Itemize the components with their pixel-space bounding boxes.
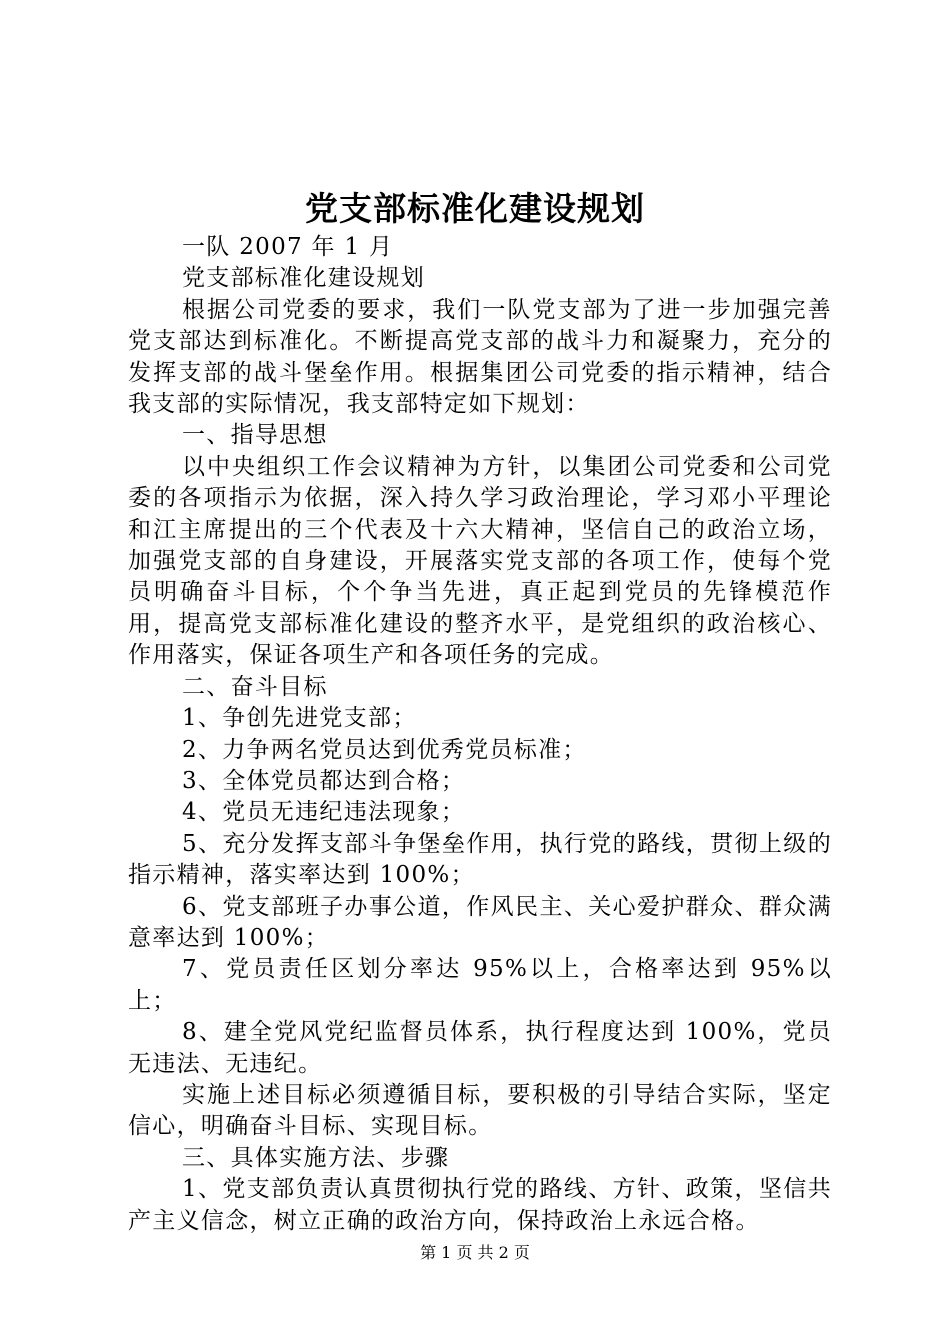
goal-item: 4、党员无违纪违法现象；: [182, 799, 466, 826]
goal-item: 3、全体党员都达到合格；: [182, 767, 466, 794]
goal-item: 2、力争两名党员达到优秀党员标准；: [182, 736, 587, 763]
document-body: [128, 232, 832, 1237]
document-title: 党支部标准化建设规划: [305, 189, 645, 228]
goal-item: 7、党员责任区划分率达 95%以上，合格率达到 95%以上；: [128, 956, 832, 1014]
section-heading-goals: 二、奋斗目标: [182, 673, 328, 700]
goal-item: 1、争创先进党支部；: [182, 705, 417, 732]
paragraph-goals-summary: 实施上述目标必须遵循目标，要积极的引导结合实际，坚定信心，明确奋斗目标、实现目标。: [128, 1081, 832, 1140]
goal-item: 6、党支部班子办事公道，作风民主、关心爱护群众、群众满意率达到 100%；: [128, 893, 832, 951]
goal-item: 5、充分发挥支部斗争堡垒作用，执行党的路线，贯彻上级的指示精神，落实率达到 100%；: [128, 830, 832, 889]
goal-item: 8、建全党风党纪监督员体系，执行程度达到 100%，党员无违法、无违纪。: [128, 1019, 832, 1077]
paragraph-guiding-ideology: 以中央组织工作会议精神为方针，以集团公司党委和公司党委的各项指示为依据，深入持久学习政治理论，学习邓小平理论和江主席提出的三个代表及十六大精神，坚信自己的政治立场，加强党支部的自身建设，开展落实党支部的各项工作，使每个党员明确奋斗目标，个个争当先进，真正起到党员的先锋模范作用，提高党支部标准化建设的整齐水平，是党组织的政治核心、作用落实，保证各项生产和各项任务的完成。: [128, 453, 832, 669]
paragraph-subtitle: 党支部标准化建设规划: [182, 265, 425, 292]
paragraph-intro: 根据公司党委的要求，我们一队党支部为了进一步加强完善党支部达到标准化。不断提高党支部的战斗力和凝聚力，充分的发挥支部的战斗堡垒作用。根据集团公司党委的指示精神，结合我支部的实际情况，我支部特定如下规划：: [128, 296, 832, 418]
method-item: 1、党支部负责认真贯彻执行党的路线、方针、政策，坚信共产主义信念，树立正确的政治方向，保持政治上永远合格。: [128, 1176, 832, 1234]
section-heading-methods: 三、具体实施方法、步骤: [182, 1144, 450, 1171]
page-number-footer: 第 1 页 共 2 页: [420, 1243, 530, 1262]
section-heading-guiding-ideology: 一、指导思想: [182, 422, 328, 449]
paragraph-date: 一队 2007 年 1 月: [182, 234, 394, 260]
